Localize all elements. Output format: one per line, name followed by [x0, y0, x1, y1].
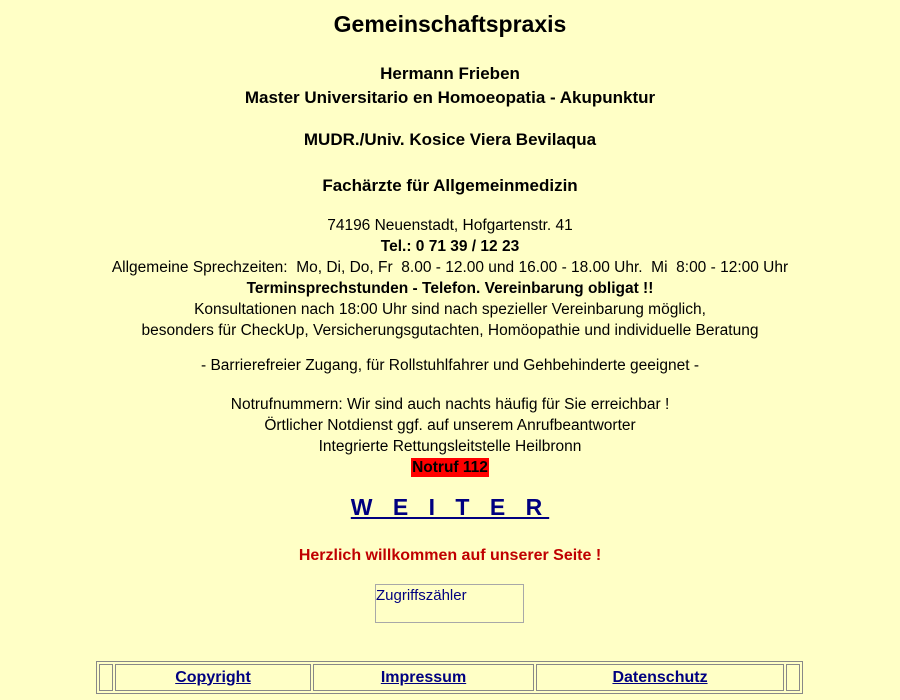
impressum-link[interactable]: Impressum	[380, 668, 467, 686]
welcome-message: Herzlich willkommen auf unserer Seite !	[298, 547, 602, 564]
emergency-info	[0, 394, 900, 478]
appointment-note: Terminsprechstunden - Telefon. Vereinbarung obligat !!	[246, 280, 654, 297]
specialty-heading: Fachärzte für Allgemeinmedizin	[322, 176, 578, 195]
continue-link[interactable]: W E I T E R	[350, 494, 550, 520]
visit-counter-label: Zugriffszähler	[376, 587, 467, 604]
emergency-line-2: Örtlicher Notdienst ggf. auf unserem Anrufbeantworter	[264, 417, 636, 434]
doctor1-name: Hermann Frieben	[380, 64, 520, 83]
doctor1-qualification: Master Universitario en Homoeopatia - Akupunktur	[244, 88, 656, 107]
practice-info	[0, 215, 900, 341]
doctor2-name: MUDR./Univ. Kosice Viera Bevilaqua	[303, 130, 597, 149]
opening-hours: Allgemeine Sprechzeiten: Mo, Di, Do, Fr 8.00 - 12.00 und 16.00 - 18.00 Uhr. Mi 8:00 - 12:00 Uhr	[111, 259, 789, 276]
doctor1-block	[0, 62, 900, 110]
accessibility-note: - Barrierefreier Zugang, für Rollstuhlfahrer und Gehbehinderte geeignet -	[201, 357, 699, 374]
after-hours-line-2: besonders für CheckUp, Versicherungsgutachten, Homöopathie und individuelle Beratung	[141, 322, 759, 339]
footer-spacer-left	[99, 664, 113, 691]
continue-link-container	[0, 494, 900, 521]
page-title: Gemeinschaftspraxis	[333, 11, 567, 37]
footer-cell-datenschutz	[536, 664, 784, 691]
address: 74196 Neuenstadt, Hofgartenstr. 41	[327, 217, 573, 234]
visit-counter	[375, 584, 524, 623]
copyright-link[interactable]: Copyright	[175, 668, 251, 686]
footer-links	[96, 661, 803, 694]
emergency-line-1: Notrufnummern: Wir sind auch nachts häufig für Sie erreichbar !	[230, 396, 670, 413]
after-hours-line-1: Konsultationen nach 18:00 Uhr sind nach spezieller Vereinbarung möglich,	[194, 301, 706, 318]
footer-cell-copyright	[115, 664, 311, 691]
footer-spacer-right	[786, 664, 800, 691]
phone: Tel.: 0 71 39 / 12 23	[380, 238, 520, 255]
footer-cell-impressum	[313, 664, 534, 691]
emergency-number-badge: Notruf 112	[412, 459, 488, 476]
emergency-line-3: Integrierte Rettungsleitstelle Heilbronn	[318, 438, 582, 455]
datenschutz-link[interactable]: Datenschutz	[612, 668, 708, 686]
